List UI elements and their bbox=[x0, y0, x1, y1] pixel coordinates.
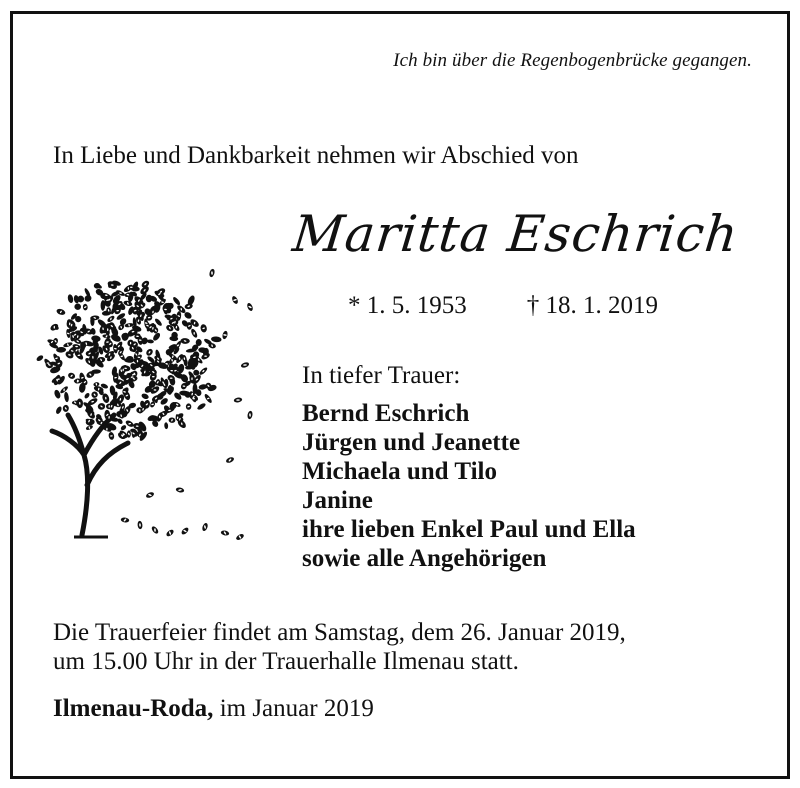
mourner: Janine bbox=[302, 487, 373, 514]
mourning-label: In tiefer Trauer: bbox=[302, 362, 461, 389]
mourner: Jürgen und Jeanette bbox=[302, 429, 521, 456]
mourner: Bernd Eschrich bbox=[302, 400, 470, 427]
intro-text: In Liebe und Dankbarkeit nehmen wir Abschied von bbox=[53, 142, 579, 169]
ceremony-line: um 15.00 Uhr in der Trauerhalle Ilmenau statt. bbox=[53, 648, 519, 675]
place-date-text: im Januar 2019 bbox=[219, 695, 374, 722]
place-date bbox=[53, 695, 374, 723]
mourner: sowie alle Angehörigen bbox=[302, 545, 547, 572]
mourners-list bbox=[302, 399, 636, 573]
deceased-name: Maritta Eschrich bbox=[289, 205, 742, 263]
death-date: † 18. 1. 2019 bbox=[526, 292, 658, 319]
ceremony-line: Die Trauerfeier findet am Samstag, dem 26. Januar 2019, bbox=[53, 619, 626, 646]
ceremony-info bbox=[53, 618, 626, 676]
quote: Ich bin über die Regenbogenbrücke gegangen. bbox=[393, 50, 752, 71]
life-dates bbox=[348, 292, 658, 320]
tree-icon bbox=[30, 255, 270, 555]
mourner: Michaela und Tilo bbox=[302, 458, 497, 485]
place: Ilmenau-Roda, bbox=[53, 695, 214, 722]
birth-date: * 1. 5. 1953 bbox=[348, 292, 467, 319]
mourner: ihre lieben Enkel Paul und Ella bbox=[302, 516, 636, 543]
